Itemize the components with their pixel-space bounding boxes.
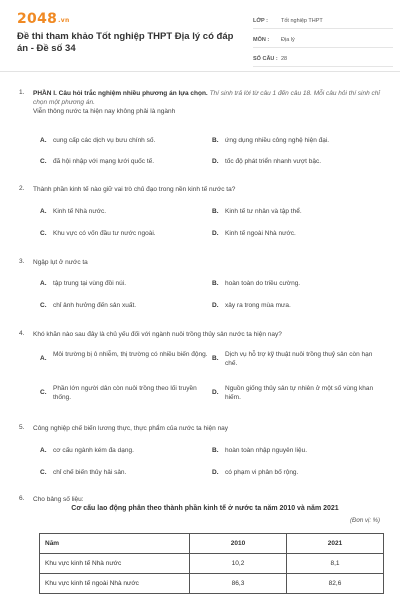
question-stem: Thành phần kinh tế nào giữ vai trò chủ đạo trong nền kinh tế nước ta? (33, 186, 236, 193)
table-header: 2021 (287, 534, 384, 554)
option-b[interactable]: B. hoàn toàn do triều cường. (212, 280, 301, 287)
section-instruction: Thí sinh trả lời từ câu 1 đến câu 18. Mỗi câu hỏi thí sinh chỉ chọn một phương án. (33, 90, 380, 106)
option-a[interactable]: A. Kinh tế Nhà nước. (40, 208, 107, 215)
option-d[interactable]: D. có phạm vi phân bố rộng. (212, 469, 299, 476)
option-a[interactable]: A. cung cấp các dịch vụ bưu chính số. (40, 137, 156, 144)
logo-text: 2048 (17, 11, 58, 27)
option-d[interactable]: D. tốc độ phát triển nhanh vượt bậc. (212, 158, 322, 165)
option-c[interactable]: C. chỉ chế biến thủy hải sản. (40, 469, 127, 476)
question-number: 6. (19, 495, 25, 502)
exam-meta (253, 14, 393, 71)
table-cell: 8,1 (287, 554, 384, 574)
table-header: 2010 (190, 534, 287, 554)
option-b[interactable]: B. Dịch vụ hỗ trợ kỹ thuật nuôi trồng thuỷ sản còn hạn chế. (212, 351, 373, 367)
option-b[interactable]: B. Kinh tế tư nhân và tập thể. (212, 208, 302, 215)
question-number: 3. (19, 258, 25, 265)
meta-key: SỐ CÂU : (253, 56, 278, 62)
table-header: Năm (40, 534, 190, 554)
table-cell: Khu vực kinh tế Nhà nước (40, 554, 190, 574)
option-c[interactable]: C. đã hội nhập với mạng lưới quốc tế. (40, 158, 155, 165)
question-number: 4. (19, 330, 25, 337)
option-a[interactable]: A. Môi trường bị ô nhiễm, thị trường có nhiều biến động. (40, 351, 208, 362)
meta-key: LỚP : (253, 18, 268, 24)
meta-value: Địa lý (281, 37, 295, 43)
table-row (40, 574, 384, 594)
option-b[interactable]: B. ứng dụng nhiều công nghệ hiện đại. (212, 137, 330, 144)
option-c[interactable]: C. Phần lớn người dân còn nuôi trồng theo lối truyền thống. (40, 385, 197, 401)
question-stem: Ngập lụt ở nước ta (33, 259, 88, 266)
question-number: 5. (19, 424, 25, 431)
option-d[interactable]: D. xảy ra trong mùa mưa. (212, 302, 291, 309)
exam-title: Đề thi tham khảo Tốt nghiệp THPT Địa lý có đáp án - Đề số 34 (17, 31, 234, 54)
logo-tld: .vn (58, 17, 70, 24)
option-a[interactable]: A. cơ cấu ngành kém đa dạng. (40, 447, 134, 454)
question-number: 2. (19, 185, 25, 192)
question-stem: Công nghiệp chế biến lương thực, thực phẩm của nước ta hiện nay (33, 425, 229, 432)
meta-row-subject (253, 33, 393, 48)
question-text (33, 89, 385, 116)
option-b[interactable]: B. hoàn toàn nhập nguyên liệu. (212, 447, 308, 454)
option-d[interactable]: D. Nguồn giống thủy sản tự nhiên ở một số vùng khan hiếm. (212, 385, 374, 401)
data-table (39, 533, 384, 594)
question-stem: Cho bảng số liệu: (33, 496, 84, 503)
table-header-row (40, 534, 384, 554)
meta-value: 28 (281, 56, 288, 62)
table-unit: (Đơn vị: %) (350, 518, 380, 524)
option-a[interactable]: A. tập trung tại vùng đồi núi. (40, 280, 126, 287)
table-cell: 10,2 (190, 554, 287, 574)
meta-row-count (253, 52, 393, 67)
question-number: 1. (19, 89, 25, 96)
table-cell: Khu vực kinh tế ngoài Nhà nước (40, 574, 190, 594)
table-cell: 82,6 (287, 574, 384, 594)
section-heading: PHẦN I. Câu hỏi trắc nghiệm nhiều phương án lựa chọn. (33, 90, 208, 97)
page-header (0, 0, 400, 72)
table-title: Cơ cấu lao động phân theo thành phần kinh tế ở nước ta năm 2010 và năm 2021 (71, 505, 339, 512)
table-cell: 86,3 (190, 574, 287, 594)
meta-row-class (253, 14, 393, 29)
option-c[interactable]: C. Khu vực có vốn đầu tư nước ngoài. (40, 230, 156, 237)
option-c[interactable]: C. chỉ ảnh hưởng đến sản xuất. (40, 302, 137, 309)
question-stem: Viễn thông nước ta hiện nay không phải là ngành (33, 108, 176, 115)
table-row (40, 554, 384, 574)
option-d[interactable]: D. Kinh tế ngoài Nhà nước. (212, 230, 296, 237)
site-logo[interactable] (17, 11, 70, 27)
question-stem: Khó khăn nào sau đây là chủ yếu đối với ngành nuôi trồng thủy sản nước ta hiện nay? (33, 331, 282, 338)
meta-value: Tốt nghiệp THPT (281, 18, 323, 24)
meta-key: MÔN : (253, 37, 270, 43)
